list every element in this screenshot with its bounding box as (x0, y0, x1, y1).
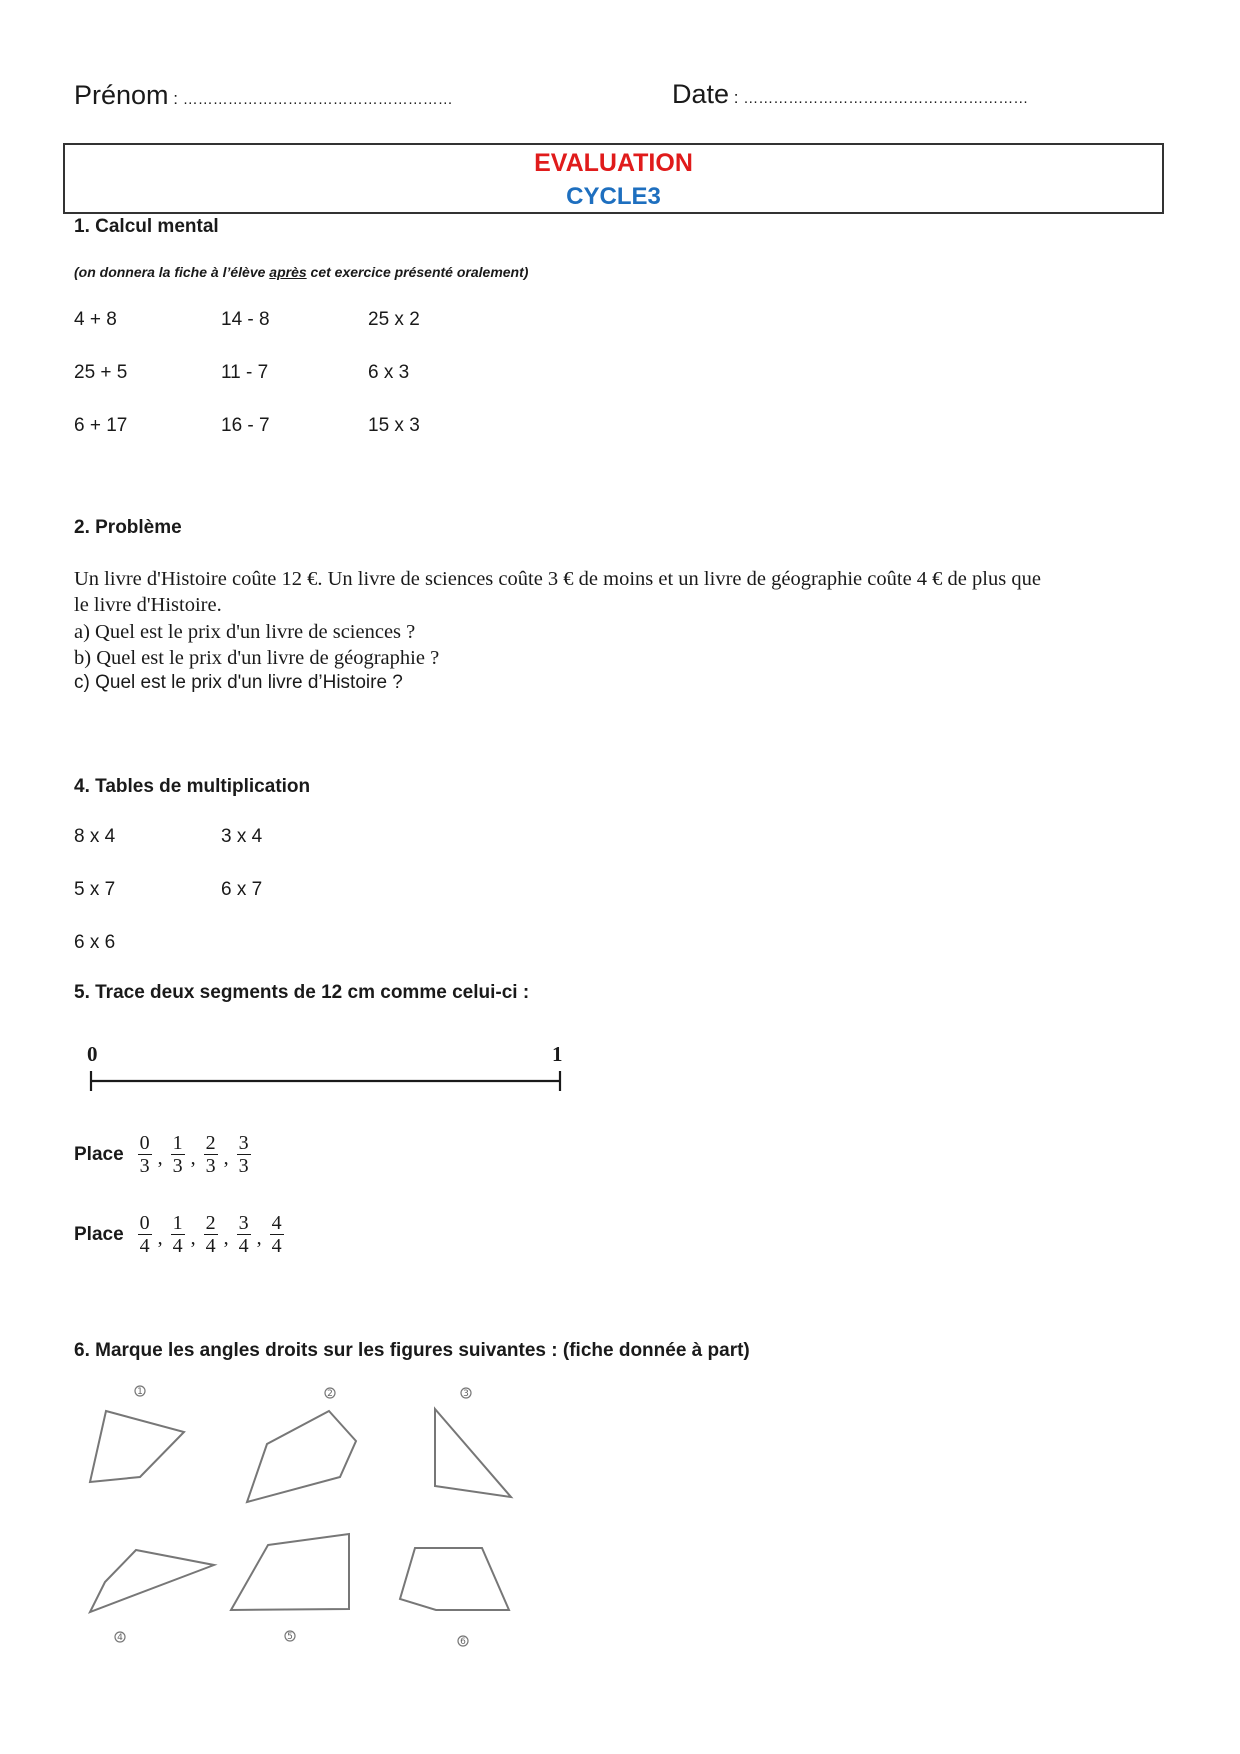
fraction-denominator: 3 (205, 1155, 216, 1177)
fraction-numerator: 4 (271, 1212, 282, 1234)
table-item: 6 x 7 (221, 879, 263, 900)
thirds-fractions (138, 1133, 251, 1176)
place-label: Place (74, 1223, 124, 1245)
fraction (204, 1133, 218, 1176)
figure-2-pentagon (247, 1411, 356, 1502)
title-box (63, 143, 1164, 214)
question-a: a) Quel est le prix d'un livre de sciences ? (74, 621, 416, 643)
fraction-denominator: 4 (172, 1235, 183, 1257)
fraction-numerator: 3 (238, 1132, 249, 1154)
figure-label-2: 2 (327, 1389, 333, 1399)
problem-line-1: Un livre d'Histoire coûte 12 €. Un livre de sciences coûte 3 € de moins et un livre de géographie coûte 4 € de plus que (74, 568, 1041, 590)
fraction-separator: , (256, 1227, 262, 1249)
place-quarters-row (74, 1213, 284, 1256)
question-b: b) Quel est le prix d'un livre de géographie ? (74, 647, 440, 669)
fraction-numerator: 3 (238, 1212, 249, 1234)
place-thirds-row (74, 1133, 251, 1176)
fraction (204, 1213, 218, 1256)
fraction-numerator: 0 (139, 1132, 150, 1154)
number-line-segment (84, 1068, 568, 1094)
date-separator: : (729, 88, 744, 107)
calc-item: 15 x 3 (368, 415, 420, 436)
calc-item: 6 + 17 (74, 415, 128, 436)
fraction-separator: , (223, 1147, 229, 1169)
section-1-note (74, 264, 528, 280)
table-item: 6 x 6 (74, 932, 116, 953)
date-line (672, 79, 1028, 110)
fraction-denominator: 4 (271, 1235, 282, 1257)
table-item: 8 x 4 (74, 826, 116, 847)
segment-start-label: 0 (87, 1042, 98, 1066)
fraction-numerator: 2 (205, 1132, 216, 1154)
figure-3-triangle (435, 1409, 511, 1497)
calc-item: 25 + 5 (74, 362, 128, 383)
section-1-heading: 1. Calcul mental (74, 216, 219, 237)
section-5-heading: 5. Trace deux segments de 12 cm comme celui-ci : (74, 982, 530, 1003)
date-label: Date (672, 79, 730, 109)
figure-label-4: 4 (117, 1633, 123, 1643)
fraction (237, 1133, 251, 1176)
fraction (270, 1213, 284, 1256)
segment-end-label: 1 (552, 1042, 563, 1066)
figure-6-pentagon (400, 1548, 509, 1610)
fraction-denominator: 3 (139, 1155, 150, 1177)
calc-item: 4 + 8 (74, 309, 117, 330)
fraction-denominator: 3 (172, 1155, 183, 1177)
prenom-separator: : (168, 89, 183, 108)
date-field[interactable]: ………………………………………………… (743, 90, 1029, 107)
fraction (237, 1213, 251, 1256)
prenom-line (74, 80, 453, 111)
fraction (171, 1133, 185, 1176)
calc-item: 11 - 7 (221, 362, 269, 383)
fraction-denominator: 4 (238, 1235, 249, 1257)
table-item: 3 x 4 (221, 826, 263, 847)
table-item: 5 x 7 (74, 879, 116, 900)
fraction-denominator: 4 (205, 1235, 216, 1257)
fraction-numerator: 1 (172, 1132, 183, 1154)
figure-5-quadrilateral (231, 1534, 349, 1610)
figure-label-6: 6 (460, 1637, 466, 1647)
figure-4-quadrilateral (90, 1550, 214, 1612)
fraction-numerator: 1 (172, 1212, 183, 1234)
fraction-denominator: 4 (139, 1235, 150, 1257)
figures-panel (70, 1380, 530, 1660)
title-evaluation: EVALUATION (534, 149, 693, 177)
fraction (138, 1213, 152, 1256)
fraction-separator: , (190, 1227, 196, 1249)
note-part-1: (on donnera la fiche à l’élève (74, 264, 270, 280)
fraction-separator: , (190, 1147, 196, 1169)
problem-line-2: le livre d'Histoire. (74, 594, 222, 616)
quarters-fractions (138, 1213, 284, 1256)
title-cycle: CYCLE3 (566, 183, 661, 210)
fraction-denominator: 3 (238, 1155, 249, 1177)
prenom-field[interactable]: ……………………………………………… (182, 91, 453, 108)
place-label: Place (74, 1143, 124, 1165)
fraction-separator: , (223, 1227, 229, 1249)
section-6-heading: 6. Marque les angles droits sur les figures suivantes : (fiche donnée à part) (74, 1340, 750, 1361)
fraction (171, 1213, 185, 1256)
note-underlined: après (269, 264, 307, 280)
calc-item: 6 x 3 (368, 362, 410, 383)
prenom-label: Prénom (74, 80, 169, 110)
fraction-separator: , (157, 1227, 163, 1249)
fraction-separator: , (157, 1147, 163, 1169)
calc-item: 14 - 8 (221, 309, 270, 330)
fraction-numerator: 2 (205, 1212, 216, 1234)
figure-1-quadrilateral (90, 1411, 184, 1482)
section-4-heading: 4. Tables de multiplication (74, 776, 311, 797)
calc-item: 16 - 7 (221, 415, 270, 436)
calc-item: 25 x 2 (368, 309, 420, 330)
fraction-numerator: 0 (139, 1212, 150, 1234)
figure-label-3: 3 (463, 1389, 469, 1399)
fraction (138, 1133, 152, 1176)
note-part-2: cet exercice présenté oralement) (306, 264, 529, 280)
question-c: c) Quel est le prix d'un livre d’Histoire ? (74, 672, 403, 693)
figure-label-1: 1 (137, 1387, 143, 1397)
figure-label-5: 5 (287, 1632, 293, 1642)
section-2-heading: 2. Problème (74, 517, 182, 538)
